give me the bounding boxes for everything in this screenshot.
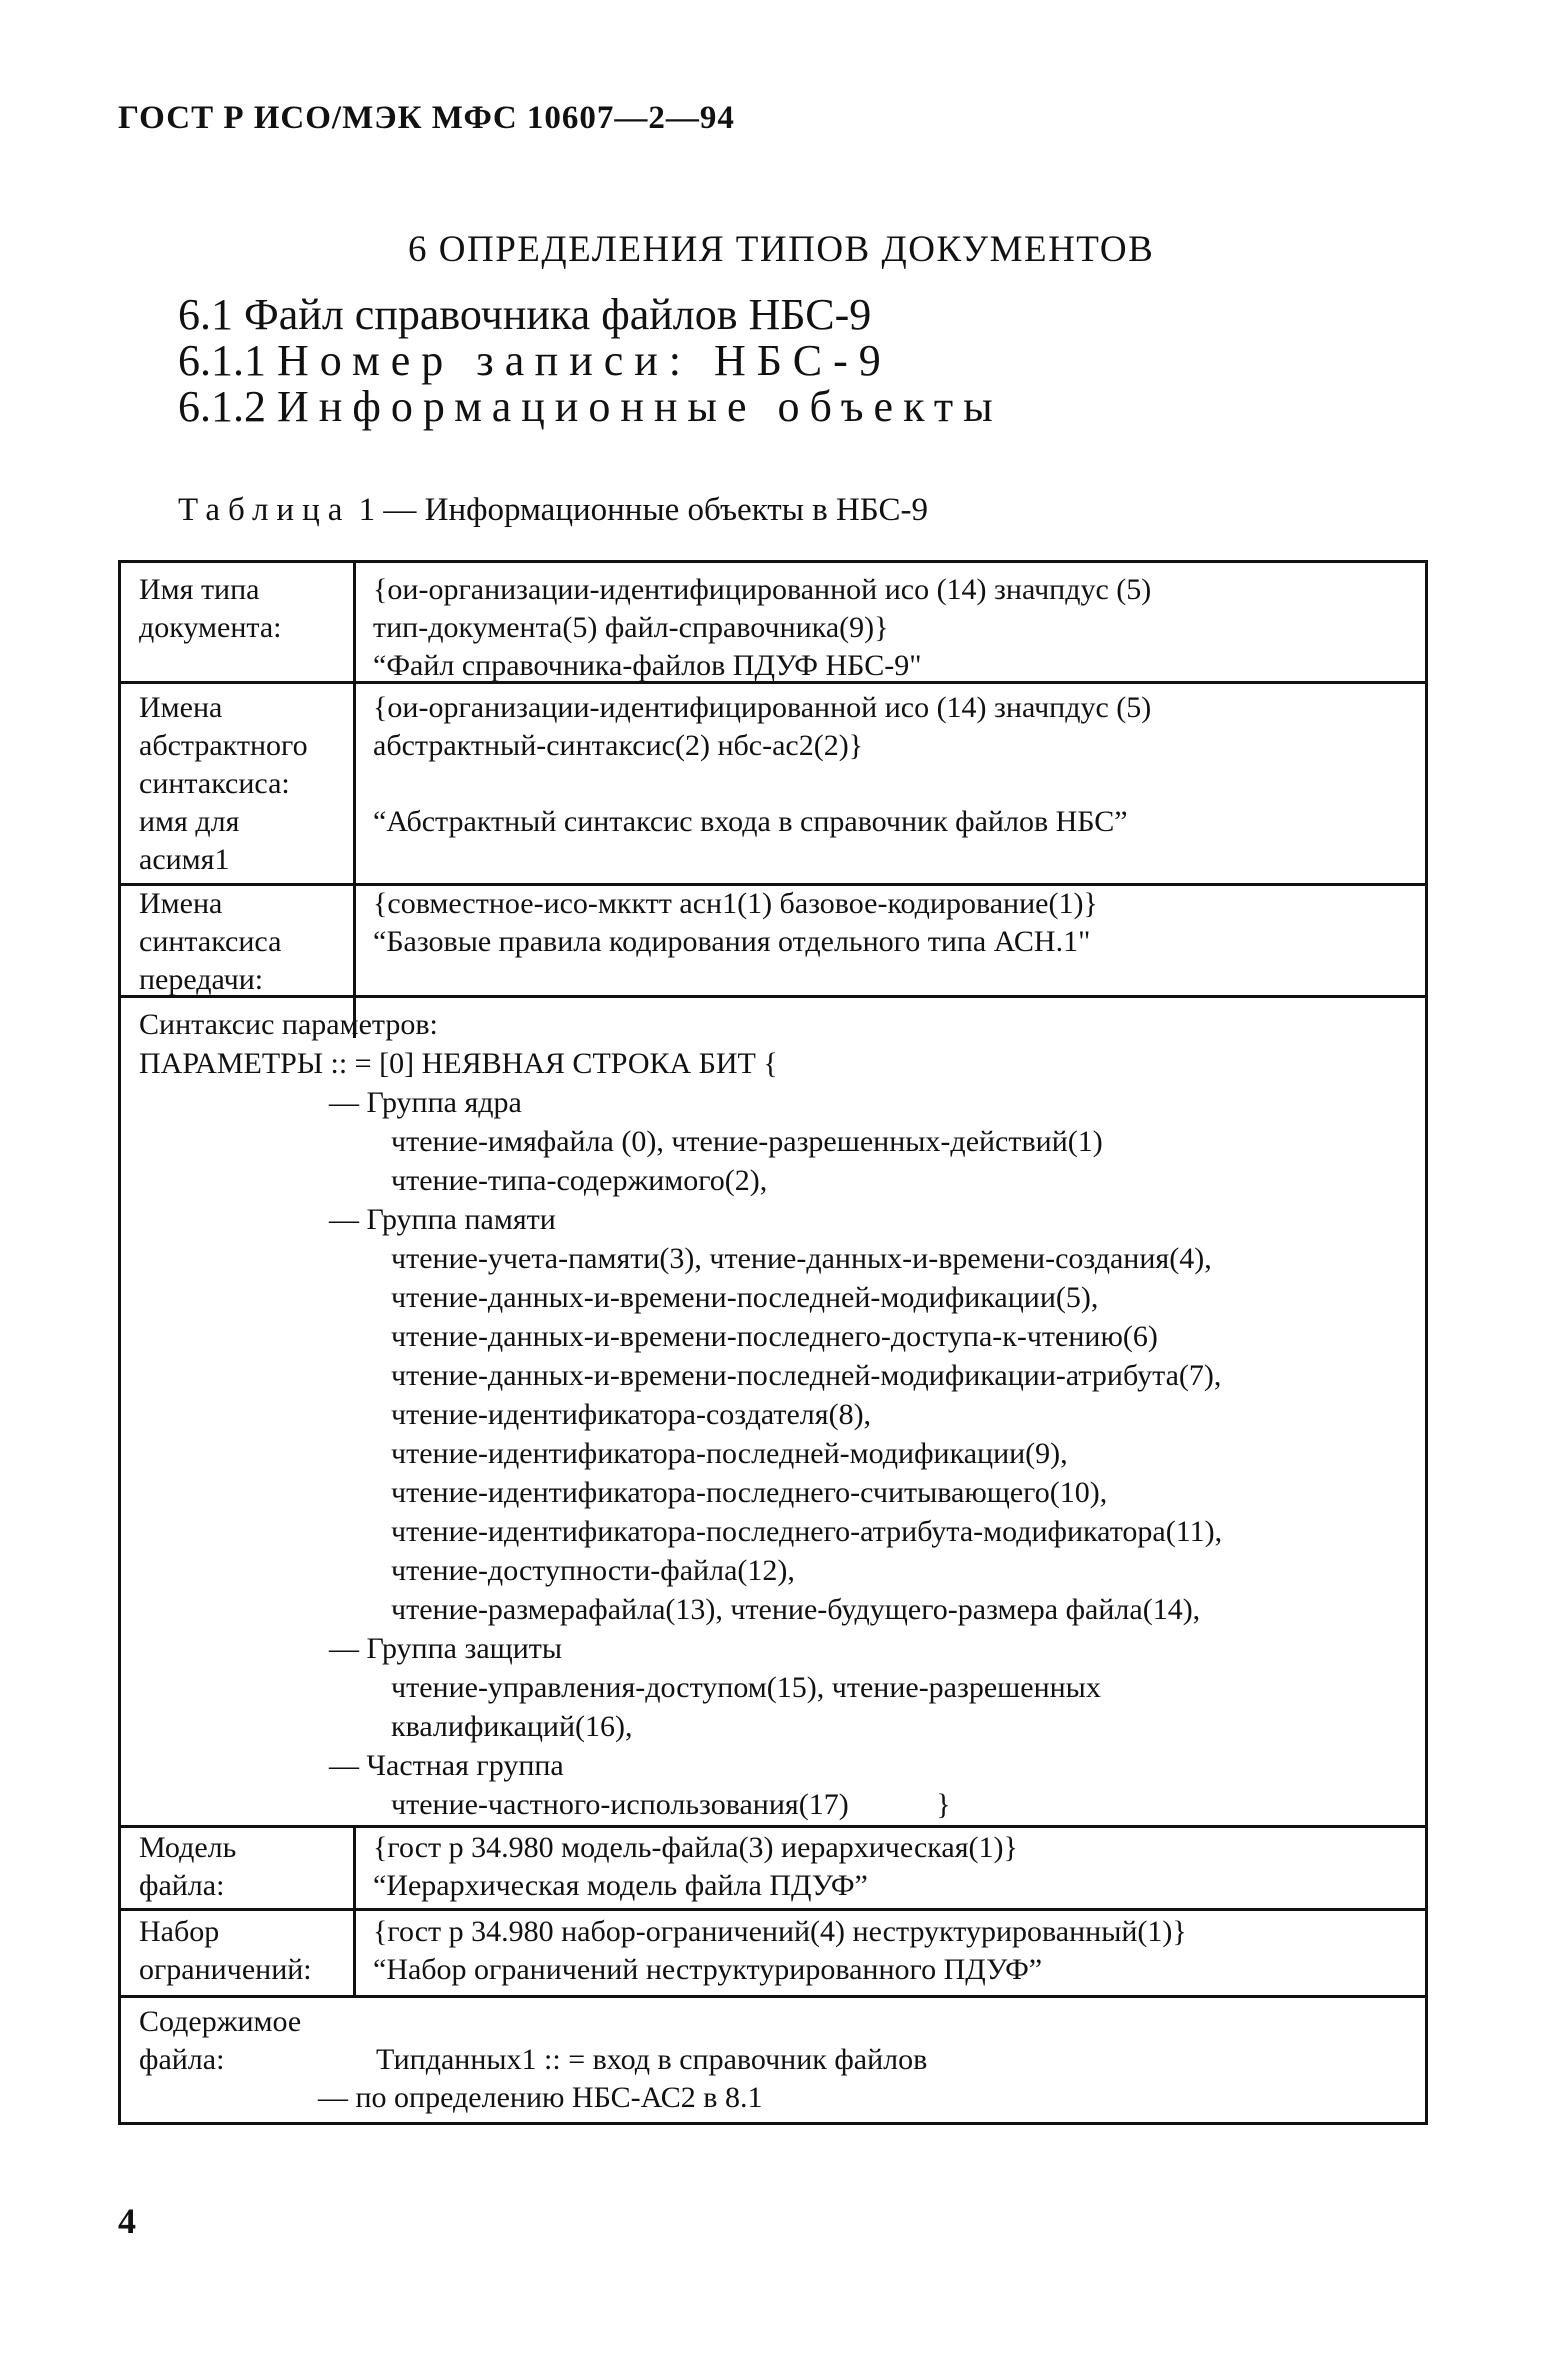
params-item: чтение-данных-и-времени-последней-модификации-атрибута(7), (391, 1359, 1222, 1392)
value-line: {гост р 34.980 набор-ограничений(4) неструктурированный(1)} (373, 1915, 1187, 1948)
row-transfer-syntax-value (373, 885, 1098, 961)
params-item: чтение-доступности-файла(12), (391, 1554, 795, 1587)
heading-6-1-2-number: 6.1.2 (178, 382, 266, 431)
row-constraint-set-value (373, 1913, 1187, 1989)
row-transfer-syntax-label (139, 885, 281, 999)
label-line: Модель (139, 1831, 237, 1864)
value-line: Типданных1 :: = вход в справочник файлов (376, 2043, 928, 2076)
label-line: Имена (139, 691, 223, 724)
row-document-type-value (373, 571, 1151, 685)
label-line: Содержимое (139, 2005, 302, 2038)
label-line (139, 803, 349, 841)
table-caption-word: Таблица (178, 492, 351, 528)
label-line: файла: (139, 2043, 225, 2076)
params-item: чтение-данных-и-времени-последнего-доступа-к-чтению(6) (391, 1320, 1158, 1353)
row-document-type-label (139, 571, 282, 647)
information-objects-table (118, 560, 1428, 2125)
params-title: Синтаксис параметров: (139, 1008, 438, 1041)
params-item: чтение-идентификатора-создателя(8), (391, 1398, 872, 1431)
params-item (139, 1785, 1421, 1824)
value-line: абстрактный-синтаксис(2) нбс-ас2(2)} (373, 729, 864, 762)
params-item: чтение-имяфайла (0), чтение-разрешенных-действий(1) (391, 1125, 1103, 1158)
heading-6-1-1-number: 6.1.1 (178, 336, 266, 385)
params-group-storage: — Группа памяти (329, 1203, 556, 1236)
parameters-syntax-block (139, 1005, 1421, 1824)
value-line: “Набор ограничений неструктурированного ПДУФ” (373, 1953, 1043, 1986)
heading-6-1-2 (178, 384, 1003, 430)
value-line: тип-документа(5) файл-справочника(9)} (373, 611, 889, 644)
row-abstract-syntax-label (139, 689, 349, 879)
params-declaration: ПАРАМЕТРЫ :: = [0] НЕЯВНАЯ СТРОКА БИТ { (139, 1047, 778, 1080)
label-line: Имя типа (139, 573, 260, 606)
row-divider (121, 1825, 1425, 1828)
params-item: чтение-учета-памяти(3), чтение-данных-и-времени-создания(4), (391, 1242, 1212, 1275)
label-line: файла: (139, 1869, 225, 1902)
heading-6-1-1 (178, 338, 1003, 384)
params-item: чтение-размерафайла(13), чтение-будущего-размера файла(14), (391, 1593, 1201, 1626)
heading-block (178, 292, 1003, 430)
row-file-model-label (139, 1829, 236, 1905)
params-item (139, 1668, 1421, 1707)
label-line: Имена (139, 887, 223, 920)
label-line: синтаксиса: (139, 767, 290, 800)
value-line: {совместное-исо-мкктт асн1(1) базовое-кодирование(1)} (373, 887, 1098, 920)
row-abstract-syntax-value (373, 689, 1151, 841)
value-line: “Базовые правила кодирования отдельного типа АСН.1" (373, 925, 1091, 958)
params-item: чтение-идентификатора-последней-модификации(9), (391, 1437, 1068, 1470)
params-item: квалификаций(16), (391, 1710, 633, 1743)
row-divider (121, 1995, 1425, 1998)
value-line (373, 765, 1151, 803)
table-caption-text: 1 — Информационные объекты в НБС-9 (358, 492, 929, 528)
params-item-part: чтение-управления-доступом(15), (391, 1671, 825, 1704)
params-item-part: чтение-разрешенных (831, 1671, 1101, 1704)
params-group-private: — Частная группа (329, 1749, 564, 1782)
label-line: Набор (139, 1915, 220, 1948)
row-divider (121, 1908, 1425, 1911)
value-line: {гост р 34.980 модель-файла(3) иерархическая(1)} (373, 1831, 1018, 1864)
label-line: синтаксиса (139, 925, 282, 958)
row-file-contents-label (139, 2003, 301, 2079)
page-number: 4 (118, 2201, 136, 2241)
params-item: чтение-идентификатора-последнего-считывающего(10), (391, 1476, 1108, 1509)
table-caption (178, 492, 928, 529)
value-line: {ои-организации-идентифицированной исо (14) значпдус (5) (373, 691, 1152, 724)
params-group-kernel: — Группа ядра (329, 1086, 522, 1119)
label-line: асимя1 (139, 843, 230, 876)
value-line: “Абстрактный синтаксис входа в справочник файлов НБС” (373, 805, 1128, 838)
params-group-security: — Группа защиты (329, 1632, 563, 1665)
params-item-text: чтение-частного-использования(17) (391, 1788, 849, 1821)
params-item: чтение-данных-и-времени-последней-модификации(5), (391, 1281, 1099, 1314)
value-line: — по определению НБС-АС2 в 8.1 (318, 2081, 763, 2114)
label-line: ограничений: (139, 1953, 312, 1986)
heading-6-1-1-text: Номер записи: НБС-9 (277, 336, 892, 385)
params-closing-brace: } (936, 1788, 951, 1821)
value-line: “Файл справочника-файлов ПДУФ НБС-9" (373, 649, 922, 682)
params-item: чтение-идентификатора-последнего-атрибута-модификатора(11), (391, 1515, 1223, 1548)
row-file-model-value (373, 1829, 1018, 1905)
section-title: 6 ОПРЕДЕЛЕНИЯ ТИПОВ ДОКУМЕНТОВ (408, 229, 1155, 270)
document-header: ГОСТ Р ИСО/МЭК МФС 10607—2—94 (118, 100, 735, 136)
row-divider (121, 995, 1425, 998)
value-line: “Иерархическая модель файла ПДУФ” (373, 1869, 868, 1902)
value-line: {ои-организации-идентифицированной исо (14) значпдус (5) (373, 573, 1152, 606)
label-word: имя (139, 805, 188, 838)
label-line: передачи: (139, 963, 264, 996)
heading-6-1-2-text: Информационные объекты (277, 382, 1003, 431)
row-file-contents-value (318, 2041, 928, 2117)
label-line: документа: (139, 611, 282, 644)
label-word: для (195, 805, 240, 838)
params-item: чтение-типа-содержимого(2), (391, 1164, 768, 1197)
label-line: абстрактного (139, 729, 308, 762)
heading-6-1: 6.1 Файл справочника файлов НБС-9 (178, 290, 872, 339)
column-divider-top (353, 563, 356, 1038)
row-constraint-set-label (139, 1913, 312, 1989)
